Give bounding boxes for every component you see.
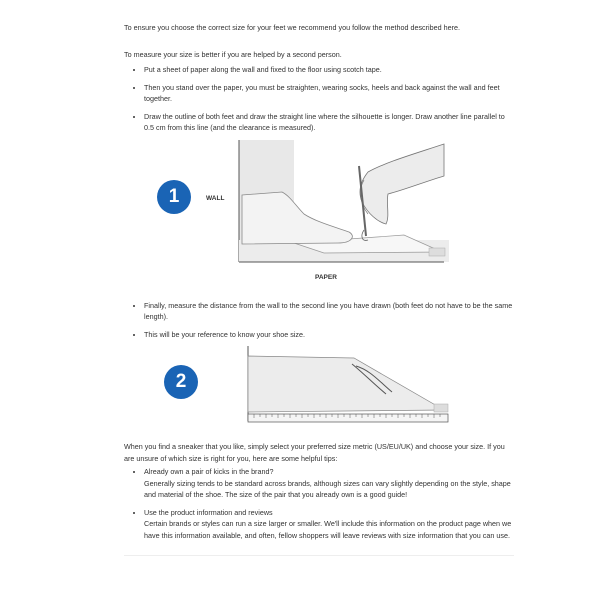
tip-item — [144, 466, 514, 501]
tip-item — [144, 507, 514, 542]
divider — [124, 555, 514, 556]
size-guide-content — [124, 22, 514, 547]
intro-text: To ensure you choose the correct size for your feet we recommend you follow the method described here. — [124, 23, 460, 32]
foot-illustration — [124, 140, 514, 290]
tip-title: Use the product information and reviews — [144, 507, 273, 517]
step-number-badge: 2 — [164, 365, 198, 399]
tip-body: Generally sizing tends to be standard across brands, although sizes can vary slightly depending on the style, shape and material of the shoe. The size of the pair that you already own is a good guide! — [144, 478, 511, 499]
steps-list — [124, 64, 514, 134]
tip-title: Already own a pair of kicks in the brand? — [144, 467, 274, 476]
figure-foot-outline — [124, 140, 514, 290]
step-item: • This will be your reference to know your shoe size. — [144, 329, 514, 341]
step-item: • Draw the outline of both feet and draw the straight line where the silhouette is longer. Draw another line parallel to 0.5 cm from this line (and the clearance is measured). — [144, 111, 514, 134]
tip-body: Certain brands or styles can run a size larger or smaller. We'll include this information on the product page when we have this information available, and often, fellow shoppers will leave reviews with size information that you can use. — [144, 519, 512, 540]
paper-label: PAPER — [315, 273, 337, 281]
figure-measure-distance — [124, 346, 514, 426]
ruler-illustration — [124, 346, 514, 426]
measure-intro-text: To measure your size is better if you are helped by a second person. — [124, 49, 342, 59]
step-item: • Put a sheet of paper along the wall and fixed to the floor using scotch tape. — [144, 64, 514, 76]
step-item: • Then you stand over the paper, you must be straighten, wearing socks, heels and back against the wall and feet together. — [144, 82, 514, 105]
tips-list — [124, 466, 514, 541]
wall-label: WALL — [206, 194, 225, 202]
step-number-badge: 1 — [157, 180, 191, 214]
steps-list-2 — [124, 300, 514, 341]
closing-text: When you find a sneaker that you like, simply select your preferred size metric (US/EU/UK) and choose your size. If you are unsure of which size is right for you, here are some helpful tips: — [124, 442, 505, 463]
step-item: • Finally, measure the distance from the wall to the second line you have drawn (both feet do not have to be the same length). — [144, 300, 514, 323]
